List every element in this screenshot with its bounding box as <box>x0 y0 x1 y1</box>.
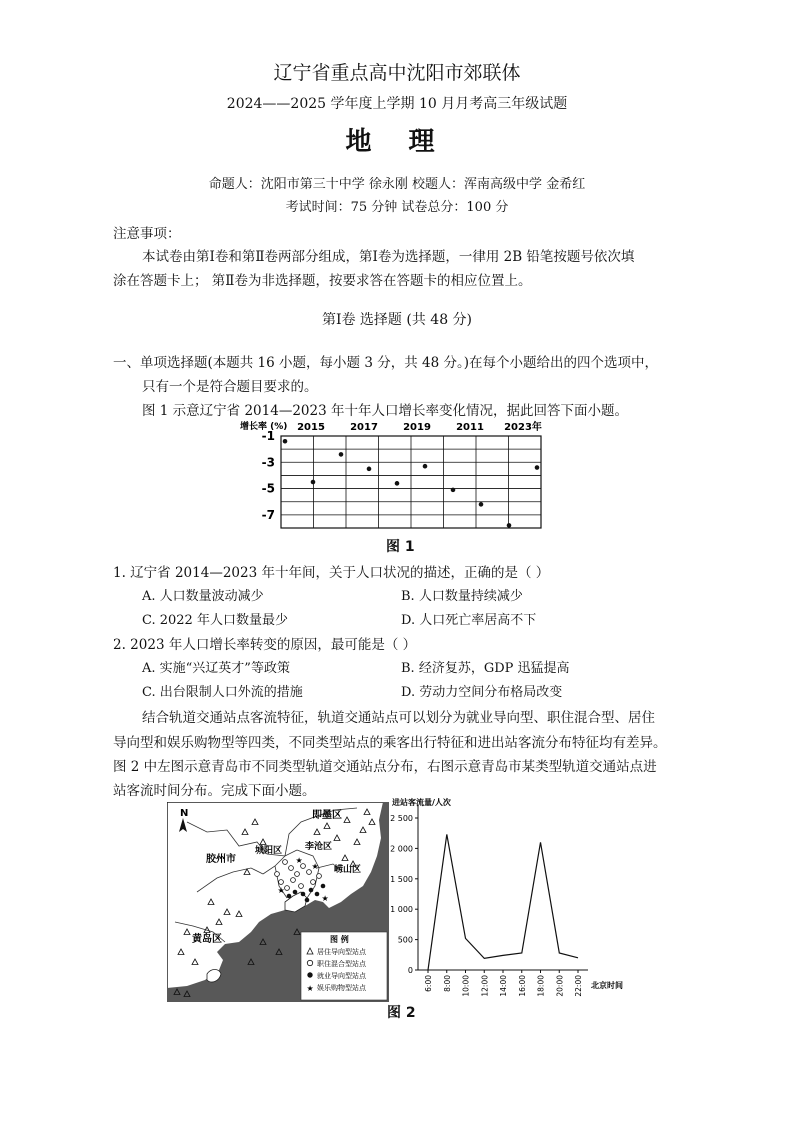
figure-2-y-tick-label: 2 000 <box>390 844 413 854</box>
passage-2-line-2: 导向型和娱乐购物型等四类，不同类型站点的乘客出行特征和进出站客流分布特征均有差异。 <box>113 735 667 751</box>
figure-2-y-tick-label: 500 <box>397 935 413 945</box>
q2-option-d[interactable]: D. 劳动力空间分布格局改变 <box>401 685 563 700</box>
map-label-chengyang: 城阳区 <box>255 846 283 856</box>
map-label-licang: 李沧区 <box>305 842 333 852</box>
passage-2-line-3: 图 2 中左图示意青岛市不同类型轨道交通站点分布，右图示意青岛市某类型轨道交通站点进 <box>113 759 657 775</box>
figure-1-data-point <box>339 452 344 457</box>
figure-1-data-point <box>367 467 372 472</box>
mixed-station-icon <box>285 886 290 891</box>
legend-filled-circle-icon <box>307 972 312 977</box>
legend-title: 图 例 <box>330 935 349 944</box>
figure-2-x-tick-label: 10:00 <box>461 975 471 997</box>
figure-1-data-point <box>479 502 484 507</box>
figure-2-y-tick-label: 0 <box>407 966 413 975</box>
legend-star-icon: ★ <box>306 984 314 993</box>
mixed-station-icon <box>275 872 280 877</box>
figure-1-year-labels <box>297 420 542 433</box>
figure-1-data-point <box>395 481 400 486</box>
q2-option-c[interactable]: C. 出台限制人口外流的措施 <box>142 685 303 700</box>
figure-2-x-tick-label: 6:00 <box>424 975 433 992</box>
figure-2-xlabel: 北京时间 <box>591 981 623 990</box>
figure-1-data-point <box>535 465 540 470</box>
q2-option-b[interactable]: B. 经济复苏，GDP 迅猛提高 <box>401 661 570 676</box>
figure-2-x-tick-label: 14:00 <box>499 975 508 997</box>
q1-option-b[interactable]: B. 人口数量持续减少 <box>401 589 523 604</box>
mixed-station-icon <box>289 866 294 871</box>
figure-1-year-label: 2023年 <box>504 422 542 433</box>
authors-line: 命题人：沈阳市第三十中学 徐永刚 校题人：浑南高级中学 金希红 <box>208 177 586 192</box>
entertainment-station-icon: ★ <box>311 862 319 871</box>
figure-1-intro: 图 1 示意辽宁省 2014—2023 年十年人口增长率变化情况，据此回答下面小题。 <box>142 403 628 419</box>
notice-title: 注意事项： <box>113 226 181 242</box>
employment-station-icon <box>301 892 306 897</box>
legend-item-employment: 就业导向型站点 <box>317 972 366 980</box>
passage-2-line-1: 结合轨道交通站点客流特征，轨道交通站点可以划分为就业导向型、职住混合型、居住 <box>142 710 655 726</box>
exam-name: 2024——2025 学年度上学期 10 月月考高三年级试题 <box>226 96 568 112</box>
employment-station-icon <box>305 898 310 903</box>
figure-2-x-tick-label: 8:00 <box>442 975 452 992</box>
employment-station-icon <box>315 892 320 897</box>
passage-2-line-4: 站客流时间分布。完成下面小题。 <box>113 783 316 799</box>
figure-1-year-label: 2015 <box>297 422 325 433</box>
map-north-label: N <box>180 808 189 819</box>
figure-2-series-line <box>428 834 578 970</box>
employment-station-icon <box>321 884 326 889</box>
employment-station-icon <box>293 890 298 895</box>
figure-2-x-tick-label: 18:00 <box>536 975 546 997</box>
figure-1-y-tick-label: -3 <box>261 455 275 470</box>
figure-2-y-tick-label: 2 500 <box>390 814 413 823</box>
figure-2-y-tick-label: 1 000 <box>390 905 413 915</box>
mixed-station-icon <box>317 874 322 879</box>
q2-stem: 2. 2023 年人口增长率转变的原因，最可能是（ ） <box>113 637 417 653</box>
subject-title: 地 理 <box>345 127 449 157</box>
map-legend <box>301 932 387 1000</box>
figure-2-chart <box>388 796 632 1002</box>
figure-1-data-point <box>283 439 288 444</box>
figure-2-y-tick-label: 1 500 <box>390 874 413 884</box>
q1-option-c[interactable]: C. 2022 年人口数量最少 <box>142 613 288 628</box>
q2-option-a[interactable]: A. 实施“兴辽英才”等政策 <box>142 661 290 676</box>
figure-1-caption: 图 1 <box>386 539 415 555</box>
mixed-station-icon <box>311 880 316 885</box>
figure-1-y-tick-label: -7 <box>261 507 275 522</box>
mixed-station-icon <box>291 878 296 883</box>
map-label-jiaozhou: 胶州市 <box>206 854 236 865</box>
figure-1-year-label: 2019 <box>403 422 431 433</box>
legend-item-residential: 居住导向型站点 <box>317 948 366 956</box>
figure-1-data-point <box>311 480 316 485</box>
figure-2-x-tick-label: 22:00 <box>574 975 583 997</box>
figure-2-x-tick-label: 16:00 <box>517 975 527 997</box>
mixed-station-icon <box>279 880 284 885</box>
figure-2-x-ticks <box>424 970 583 997</box>
section-1-line-1: 一、单项选择题(本题共 16 小题，每小题 3 分，共 48 分。)在每个小题给出的四个选项中， <box>113 355 658 371</box>
exam-school-title: 辽宁省重点高中沈阳市郊联体 <box>273 62 521 84</box>
figure-1-year-label: 2017 <box>350 422 378 433</box>
figure-2-map <box>167 802 389 1002</box>
figure-1-year-label: 2011 <box>456 422 484 433</box>
q1-stem: 1. 辽宁省 2014—2023 年十年间，关于人口状况的描述，正确的是（ ） <box>113 565 550 581</box>
entertainment-station-icon: ★ <box>321 894 329 903</box>
time-score-line: 考试时间：75 分钟 试卷总分：100 分 <box>285 200 509 215</box>
q1-option-d[interactable]: D. 人口死亡率居高不下 <box>401 613 537 628</box>
mixed-station-icon <box>299 884 304 889</box>
notice-line-2: 涂在答题卡上； 第Ⅱ卷为非选择题，按要求答在答题卡的相应位置上。 <box>113 273 532 289</box>
figure-1-data-point <box>451 488 456 493</box>
part-1-title: 第Ⅰ卷 选择题 (共 48 分) <box>321 312 473 328</box>
entertainment-station-icon: ★ <box>277 886 285 895</box>
figure-1-data-point <box>423 464 428 469</box>
figure-1-y-tick-label: -1 <box>261 429 275 443</box>
figure-1-ylabel: 增长率 (%) <box>240 422 288 432</box>
legend-item-entertainment: 娱乐购物型站点 <box>317 984 366 992</box>
figure-1-grid <box>281 436 541 528</box>
q1-option-a[interactable]: A. 人口数量波动减少 <box>142 589 264 604</box>
map-label-huangdao: 黄岛区 <box>192 934 222 945</box>
figure-1-y-ticks <box>262 429 275 522</box>
figure-1-data-point <box>507 523 512 528</box>
legend-item-mixed: 职住混合型站点 <box>317 960 366 968</box>
employment-station-icon <box>287 894 292 899</box>
figure-2-x-tick-label: 20:00 <box>555 975 565 997</box>
map-label-jimo: 即墨区 <box>312 810 342 821</box>
figure-2-ylabel: 进站客流量/人次 <box>392 798 451 807</box>
figure-2-y-ticks <box>390 814 418 975</box>
entertainment-station-icon: ★ <box>295 856 303 865</box>
section-1-line-2: 只有一个是符合题目要求的。 <box>142 379 318 395</box>
mixed-station-icon <box>283 860 288 865</box>
figure-2-x-tick-label: 12:00 <box>480 975 490 997</box>
figure-1-chart <box>236 418 550 536</box>
mixed-station-icon <box>295 872 300 877</box>
figure-1-y-tick-label: -5 <box>261 481 275 496</box>
notice-line-1: 本试卷由第Ⅰ卷和第Ⅱ卷两部分组成，第Ⅰ卷为选择题，一律用 2B 铅笔按题号依次填 <box>142 249 635 265</box>
figure-2-caption: 图 2 <box>387 1005 416 1021</box>
employment-station-icon <box>309 888 314 893</box>
map-label-laoshan: 崂山区 <box>334 865 362 875</box>
